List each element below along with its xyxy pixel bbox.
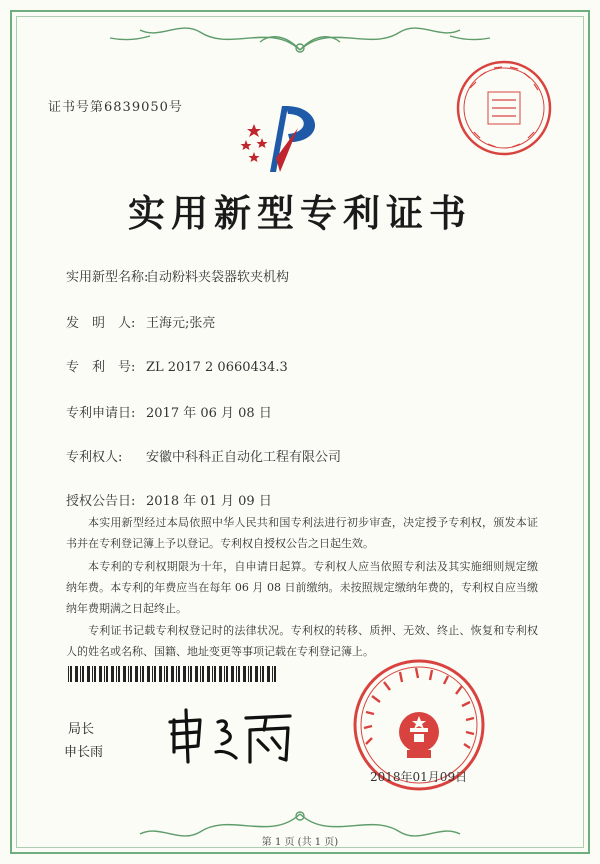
certificate-title: 实用新型专利证书 xyxy=(128,191,472,235)
field-value: 自动粉料夹袋器软夹机构 xyxy=(146,270,290,285)
barcode xyxy=(68,666,278,682)
field-label: 发 明 人: xyxy=(66,316,136,331)
field-value: ZL 2017 2 0660434.3 xyxy=(146,360,288,375)
tax-stamp-seal xyxy=(454,58,554,158)
field-inventor xyxy=(66,312,215,331)
field-patent-number xyxy=(66,356,288,375)
field-application-date xyxy=(66,402,272,421)
field-utility-name xyxy=(66,266,289,285)
director-title: 局长 xyxy=(68,722,95,737)
seal-grant-date: 2018年01月09日 xyxy=(370,770,468,784)
director-signature xyxy=(160,700,300,770)
field-label: 专利权人: xyxy=(66,450,123,465)
field-label: 实用新型名称: xyxy=(66,270,149,285)
director-name: 申长雨 xyxy=(64,745,104,760)
paragraph-term: 本专利的专利权期限为十年，自申请日起算。专利权人应当依照专利法及其实施细则规定缴纳年费。本专利的年费应当在每年 06 月 08 日前缴纳。未按照规定缴纳年费的，专利权自应当缴纳年费期满之日起终止。 xyxy=(66,560,538,615)
field-label: 授权公告日: xyxy=(66,494,136,509)
certificate-number: 证书号第6839050号 xyxy=(48,100,183,115)
field-value: 王海元;张亮 xyxy=(146,316,216,331)
field-label: 专利申请日: xyxy=(66,406,136,421)
field-value: 安徽中科科正自动化工程有限公司 xyxy=(146,450,342,465)
page-footer: 第 1 页 (共 1 页) xyxy=(261,837,339,848)
patent-office-logo-icon xyxy=(240,98,330,180)
field-value: 2017 年 06 月 08 日 xyxy=(146,406,272,421)
paragraph-status: 专利证书记载专利权登记时的法律状况。专利权的转移、质押、无效、终止、恢复和专利权人的姓名或名称、国籍、地址变更等事项记载在专利登记簿上。 xyxy=(66,624,538,658)
field-patentee xyxy=(66,446,341,465)
top-ornament xyxy=(0,12,600,62)
paragraph-grant: 本实用新型经过本局依照中华人民共和国专利法进行初步审查，决定授予专利权，颁发本证书并在专利登记簿上予以登记。专利权自授权公告之日起生效。 xyxy=(66,516,538,550)
field-grant-date xyxy=(66,490,272,509)
field-label: 专 利 号: xyxy=(66,360,136,375)
field-value: 2018 年 01 月 09 日 xyxy=(146,494,272,509)
